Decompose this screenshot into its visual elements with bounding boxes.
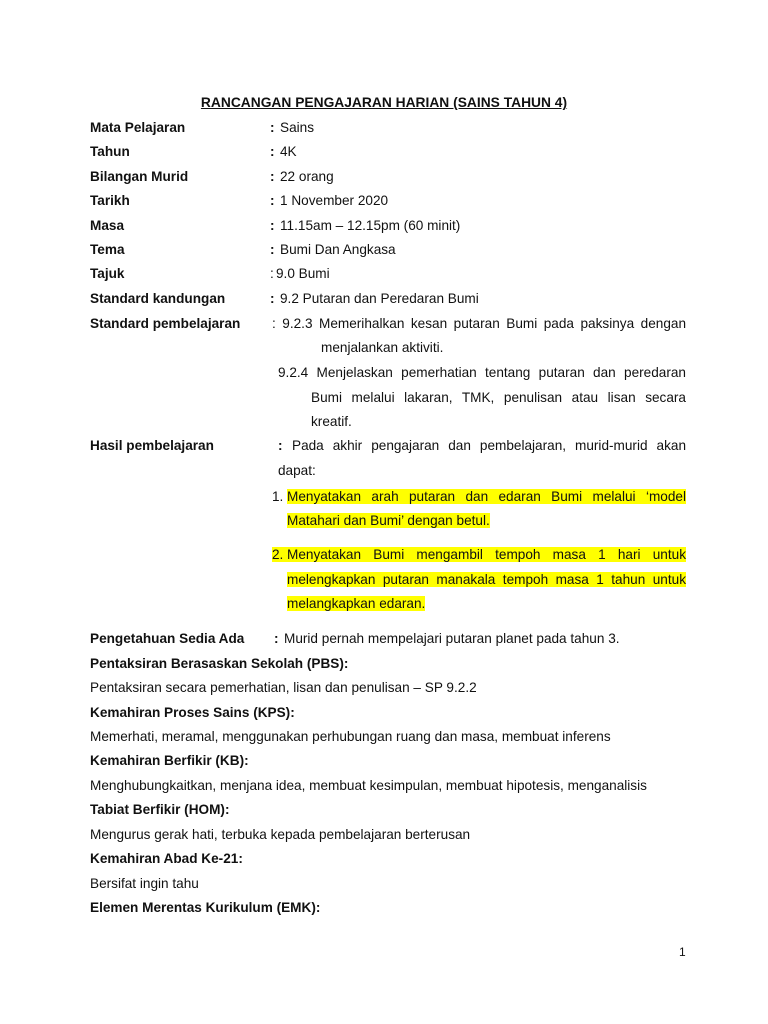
info-value: 11.15am – 12.15pm (60 minit) xyxy=(280,218,461,233)
section-text-kb: Menghubungkaitkan, menjana idea, membuat kesimpulan, membuat hipotesis, menganalisis xyxy=(90,778,647,793)
info-value: 9.0 Bumi xyxy=(276,266,330,281)
info-label: Mata Pelajaran xyxy=(90,120,186,135)
info-value: 9.2 Putaran dan Peredaran Bumi xyxy=(280,291,479,306)
info-value: Sains xyxy=(280,120,315,135)
info-colon: : xyxy=(270,218,275,233)
info-colon: : xyxy=(270,120,275,135)
info-label: Tarikh xyxy=(90,193,130,208)
info-row-mata-pelajaran xyxy=(90,120,690,140)
section-heading-pbs: Pentaksiran Berasaskan Sekolah (PBS): xyxy=(90,656,349,671)
section-heading-emk: Elemen Merentas Kurikulum (EMK): xyxy=(90,900,321,915)
info-value: Bumi Dan Angkasa xyxy=(280,242,396,257)
sp2-line3: kreatif. xyxy=(311,414,352,429)
sp1-line2: menjalankan aktiviti. xyxy=(321,340,444,355)
info-label: Tema xyxy=(90,242,125,257)
section-heading-hom: Tabiat Berfikir (HOM): xyxy=(90,802,230,817)
sp2-line1: 9.2.4 Menjelaskan pemerhatian tentang putaran dan peredaran xyxy=(278,365,686,380)
section-text-kps: Memerhati, meramal, menggunakan perhubungan ruang dan masa, membuat inferens xyxy=(90,729,611,744)
info-label: Tahun xyxy=(90,144,130,159)
info-row-bilangan-murid xyxy=(90,169,690,189)
info-row-masa xyxy=(90,218,690,238)
objective-1-line2: Matahari dan Bumi’ dengan betul. xyxy=(287,513,490,528)
objective-2-line1: Menyatakan Bumi mengambil tempoh masa 1 hari untuk xyxy=(287,547,686,562)
sp-label: Standard pembelajaran xyxy=(90,316,241,331)
objective-2-line2: melengkapkan putaran manakala tempoh masa 1 tahun untuk xyxy=(287,572,686,587)
page-number: 1 xyxy=(679,945,686,959)
hp-intro-line1: Pada akhir pengajaran dan pembelajaran, murid-murid akan xyxy=(292,438,686,453)
info-label: Bilangan Murid xyxy=(90,169,189,184)
objective-2-line3: melangkapkan edaran. xyxy=(287,596,426,611)
info-value: 22 orang xyxy=(280,169,334,184)
hp-colon: : xyxy=(278,438,283,453)
page-title: RANCANGAN PENGAJARAN HARIAN (SAINS TAHUN 4) xyxy=(200,95,568,110)
sp2-line2: Bumi melalui lakaran, TMK, penulisan atau lisan secara xyxy=(311,390,686,405)
info-colon: : xyxy=(270,242,275,257)
section-text-hom: Mengurus gerak hati, terbuka kepada pembelajaran berterusan xyxy=(90,827,471,842)
objective-1-number: 1. xyxy=(272,489,284,504)
section-heading-abad21: Kemahiran Abad Ke-21: xyxy=(90,851,243,866)
info-colon: : xyxy=(270,144,275,159)
objective-2-number: 2. xyxy=(272,547,289,562)
section-heading-kb: Kemahiran Berfikir (KB): xyxy=(90,753,249,768)
sp1-line1: : 9.2.3 Memerihalkan kesan putaran Bumi pada paksinya dengan xyxy=(272,316,686,331)
pengetahuan-value: Murid pernah mempelajari putaran planet pada tahun 3. xyxy=(284,631,620,646)
hp-intro-line2: dapat: xyxy=(278,463,316,478)
info-row-standard-kandungan xyxy=(90,291,690,311)
pengetahuan-label: Pengetahuan Sedia Ada xyxy=(90,631,245,646)
info-value: 1 November 2020 xyxy=(280,193,389,208)
section-text-pbs: Pentaksiran secara pemerhatian, lisan dan penulisan – SP 9.2.2 xyxy=(90,680,477,695)
info-colon: : xyxy=(270,266,274,281)
section-text-abad21: Bersifat ingin tahu xyxy=(90,876,199,891)
pengetahuan-colon: : xyxy=(274,631,279,646)
info-row-tarikh xyxy=(90,193,690,213)
info-value: 4K xyxy=(280,144,297,159)
section-heading-kps: Kemahiran Proses Sains (KPS): xyxy=(90,705,295,720)
info-colon: : xyxy=(270,291,275,306)
hp-label: Hasil pembelajaran xyxy=(90,438,214,453)
info-label: Standard kandungan xyxy=(90,291,226,306)
info-label: Tajuk xyxy=(90,266,125,281)
info-row-tema xyxy=(90,242,690,262)
info-row-tajuk xyxy=(90,266,690,286)
info-colon: : xyxy=(270,169,275,184)
info-colon: : xyxy=(270,193,275,208)
info-row-tahun xyxy=(90,144,690,164)
objective-1-line1: Menyatakan arah putaran dan edaran Bumi melalui ‘model xyxy=(287,489,686,504)
info-label: Masa xyxy=(90,218,125,233)
